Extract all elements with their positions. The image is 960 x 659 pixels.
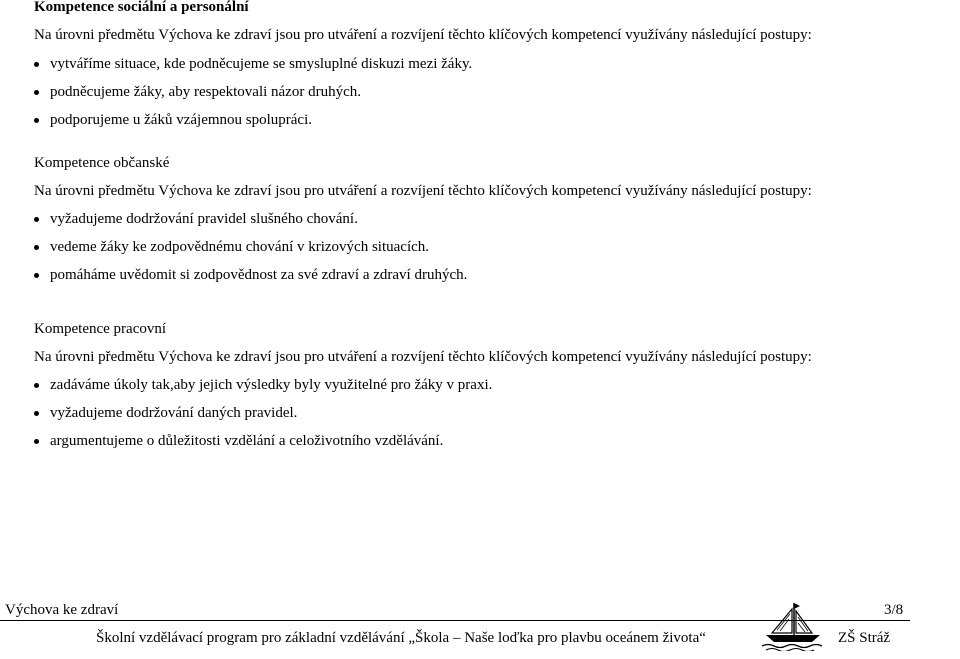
sailboat-logo-icon — [760, 601, 826, 651]
section-heading-work: Kompetence pracovní — [34, 321, 167, 337]
bullet-icon — [34, 90, 39, 95]
bullet-icon — [34, 62, 39, 67]
list-item-text: argumentujeme o důležitosti vzdělání a celoživotního vzdělávání. — [50, 433, 444, 449]
section-heading-social: Kompetence sociální a personální — [34, 0, 249, 15]
bullet-icon — [34, 273, 39, 278]
list-item-text: vedeme žáky ke zodpovědnému chování v krizových situacích. — [50, 239, 430, 255]
bullet-icon — [34, 245, 39, 250]
section-intro: Na úrovni předmětu Výchova ke zdraví jsou pro utváření a rozvíjení těchto klíčových kompetencí využívány následující postupy: — [34, 349, 812, 365]
list-item-text: podněcujeme žáky, aby respektovali názor druhých. — [50, 84, 361, 100]
list-item-text: zadáváme úkoly tak,aby jejich výsledky byly využitelné pro žáky v praxi. — [50, 377, 493, 393]
list-item-text: vyžadujeme dodržování pravidel slušného chování. — [50, 211, 358, 227]
footer-subject: Výchova ke zdraví — [5, 602, 119, 618]
section-heading-civic: Kompetence občanské — [34, 155, 170, 171]
bullet-icon — [34, 383, 39, 388]
bullet-icon — [34, 118, 39, 123]
bullet-icon — [34, 439, 39, 444]
section-intro: Na úrovni předmětu Výchova ke zdraví jsou pro utváření a rozvíjení těchto klíčových kompetencí využívány následující postupy: — [34, 183, 812, 199]
bullet-icon — [34, 411, 39, 416]
list-item-text: vytváříme situace, kde podněcujeme se smysluplné diskuzi mezi žáky. — [50, 56, 473, 72]
bullet-icon — [34, 217, 39, 222]
footer-page-number: 3/8 — [884, 602, 904, 618]
footer-school-name: ZŠ Stráž — [838, 630, 891, 646]
section-intro: Na úrovni předmětu Výchova ke zdraví jsou pro utváření a rozvíjení těchto klíčových kompetencí využívány následující postupy: — [34, 27, 812, 43]
list-item-text: vyžadujeme dodržování daných pravidel. — [50, 405, 298, 421]
list-item-text: pomáháme uvědomit si zodpovědnost za své zdraví a zdraví druhých. — [50, 267, 468, 283]
list-item-text: podporujeme u žáků vzájemnou spolupráci. — [50, 112, 313, 128]
footer-program-title: Školní vzdělávací program pro základní vzdělávání „Škola – Naše loďka pro plavbu oceánem života“ — [96, 630, 706, 646]
